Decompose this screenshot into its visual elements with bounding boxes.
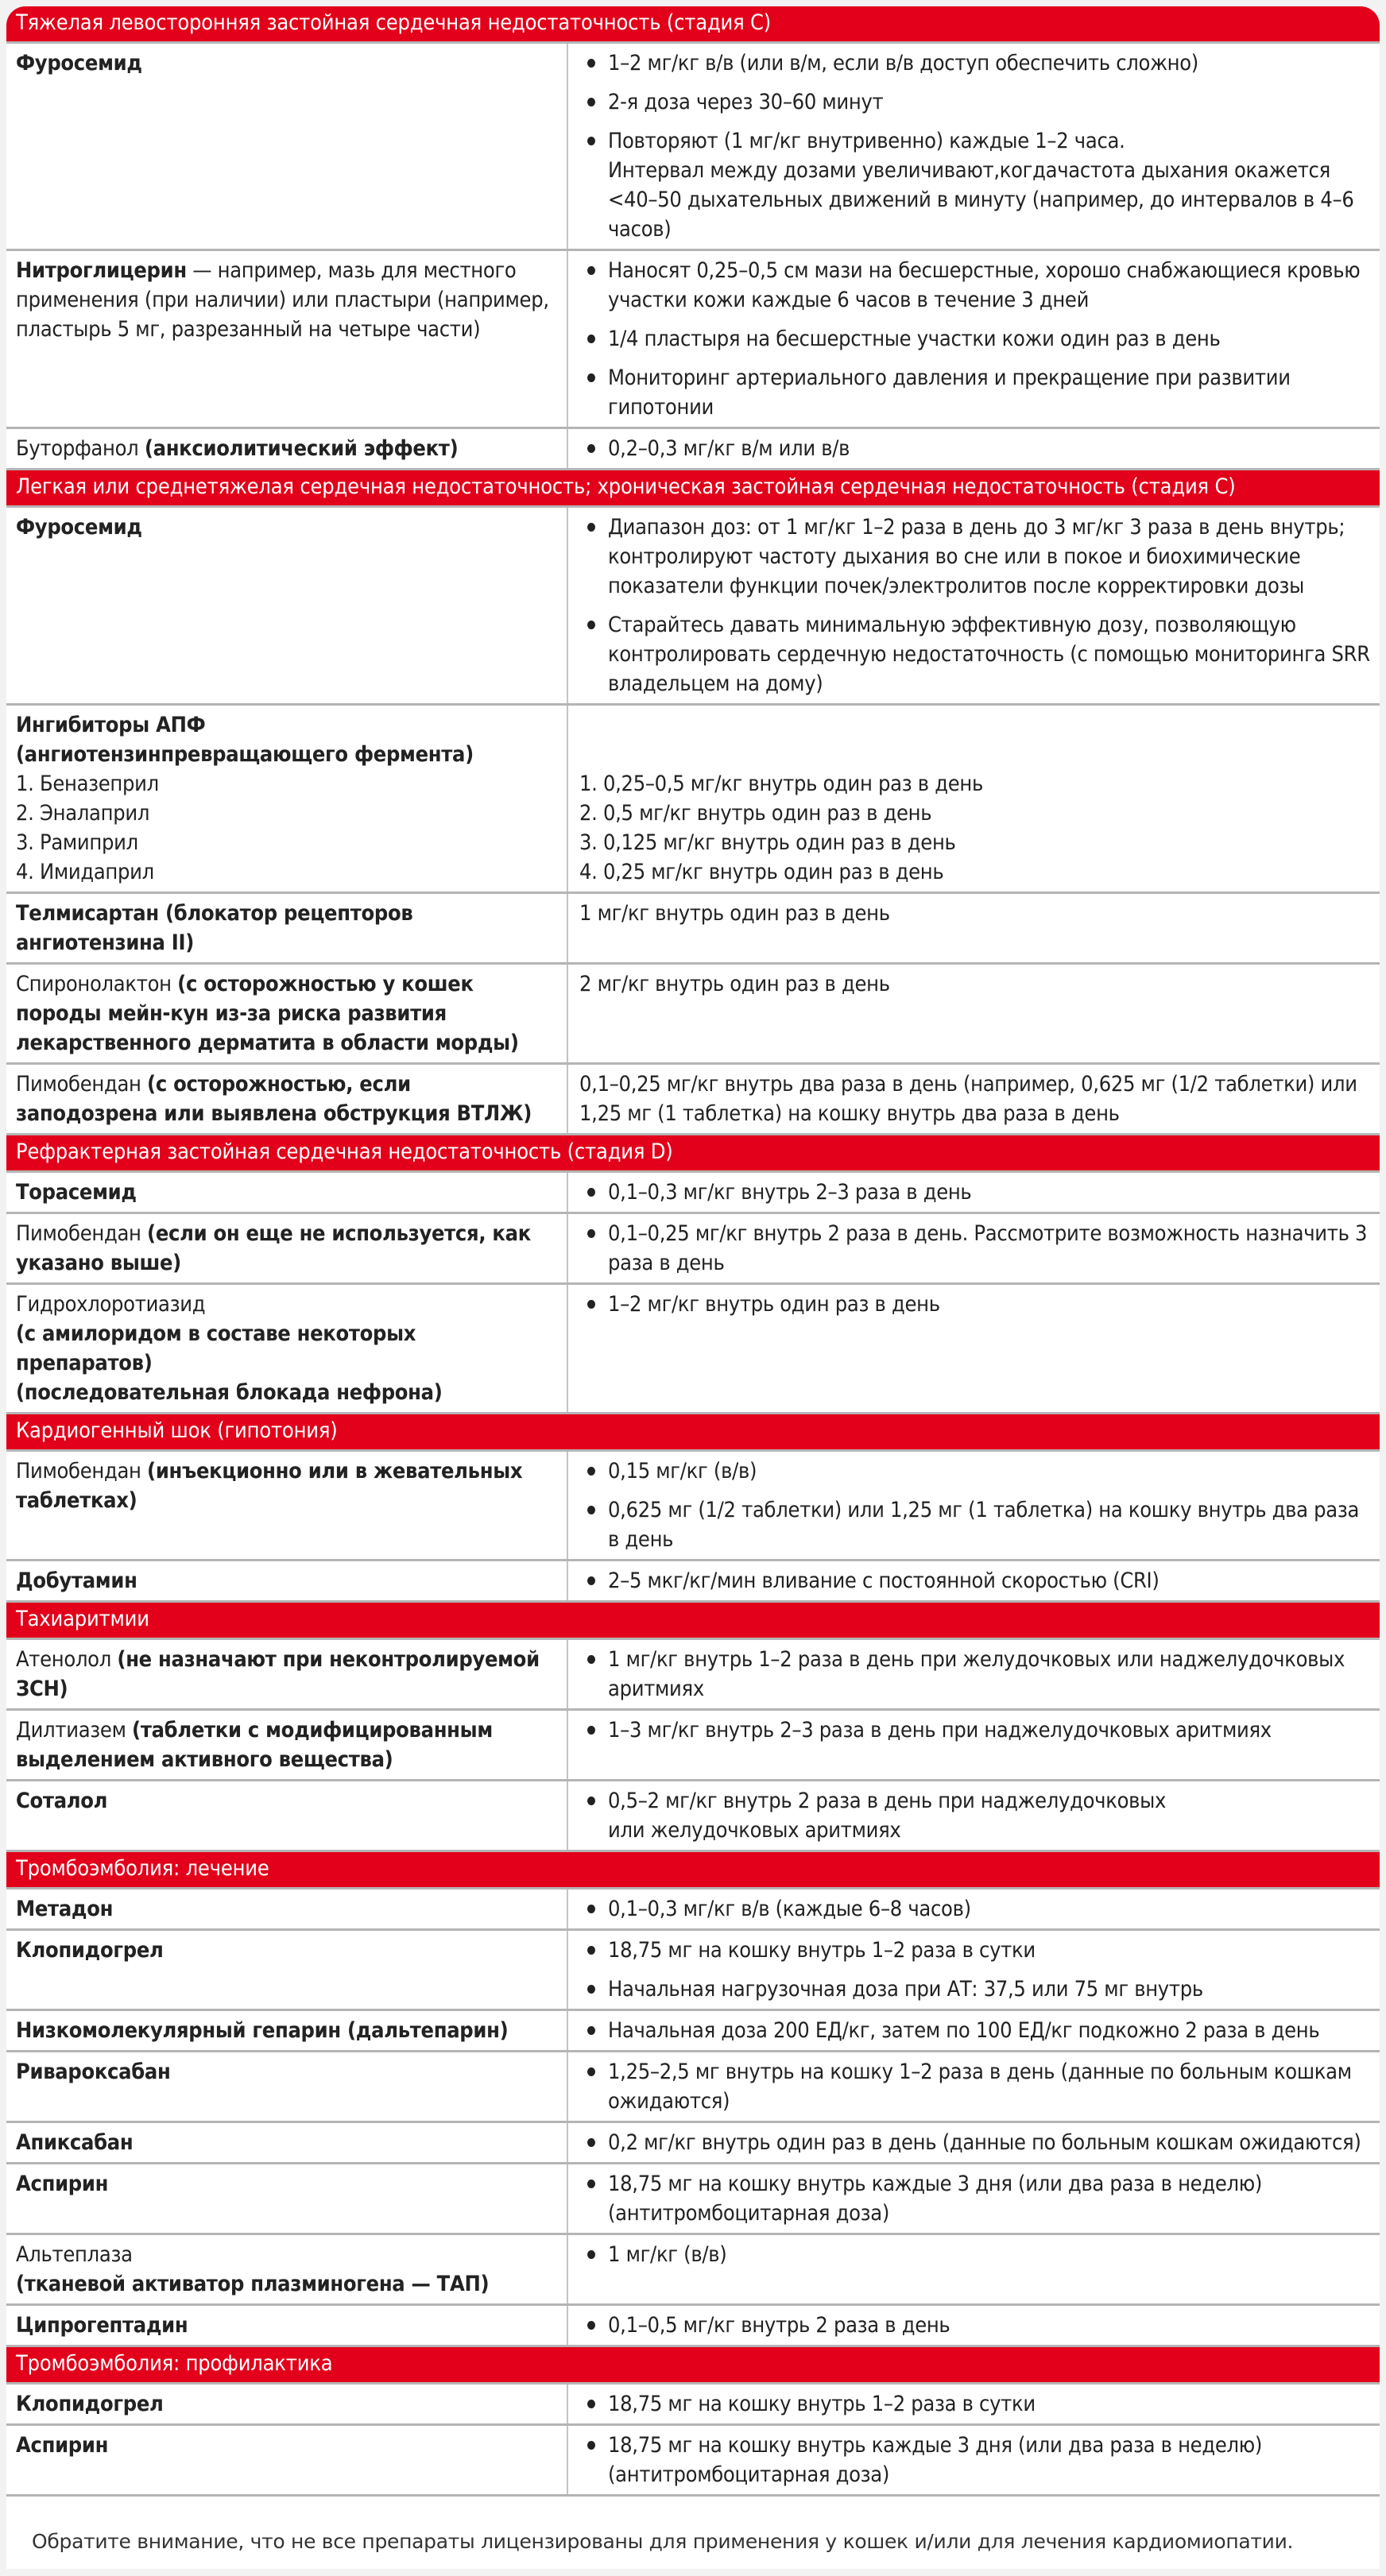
- section-header-row: [6, 1414, 1380, 1451]
- drug-name-bold-text: Ципрогептадин: [16, 2313, 188, 2338]
- drug-name-bold-text: (не назначают при неконтролируемой ЗСН): [16, 1647, 540, 1701]
- dosage-text: 2–5 мкг/кг/мин вливание с постоянной скоростью (CRI): [608, 1568, 1160, 1593]
- drug-name-cell: [6, 2052, 567, 2122]
- drug-row: [6, 428, 1380, 470]
- section-header-row: [6, 6, 1380, 43]
- dosage-cell: [567, 507, 1380, 705]
- drug-row: [6, 1561, 1380, 1602]
- dosage-list: [579, 2169, 1372, 2228]
- drug-name-text: Гидрохлоротиазид: [16, 1292, 206, 1317]
- drug-name-text: Буторфанол: [16, 436, 145, 461]
- drug-name-cell: [6, 2010, 567, 2052]
- drug-name-bold-text: Соталол: [16, 1789, 108, 1813]
- drug-name-cell: [6, 2164, 567, 2234]
- drug-row: [6, 1781, 1380, 1851]
- bullet-icon: [587, 1797, 595, 1805]
- drug-name-cell: [6, 1213, 567, 1284]
- drug-name-bold-text: Торасемид: [16, 1180, 137, 1205]
- dosage-text: Интервал между дозами увеличивают,когдачастота дыхания окажется <40–50 дыхательных движений в минуту (например, до интервалов в 4–6 часов): [608, 158, 1354, 242]
- drug-name-bold-text: Ингибиторы АПФ: [16, 713, 206, 737]
- drug-name-cell: [6, 2234, 567, 2305]
- drug-row: [6, 1930, 1380, 2010]
- dosage-text: 18,75 мг на кошку внутрь 1–2 раза в сутки: [608, 1938, 1036, 1963]
- drug-name-bold-text: Фуросемид: [16, 515, 142, 540]
- drug-name-line: [16, 2240, 557, 2269]
- drug-row: [6, 1172, 1380, 1213]
- dosage-cell: [567, 1781, 1380, 1851]
- drug-name-bold-text: Аспирин: [16, 2433, 109, 2458]
- dosage-cell: [567, 2305, 1380, 2346]
- dosage-list: [579, 434, 1372, 463]
- dosage-text: 0,5–2 мг/кг внутрь 2 раза в день при наджелудочковых: [608, 1789, 1167, 1813]
- drug-name-text: 3. Рамиприл: [16, 830, 138, 855]
- dosage-text: 18,75 мг на кошку внутрь каждые 3 дня (или два раза в неделю) (антитромбоцитарная доза): [608, 2433, 1263, 2487]
- dosage-list: [579, 1936, 1372, 2004]
- dosage-text: [579, 740, 1372, 769]
- dosage-text: 1 мг/кг (в/в): [608, 2242, 727, 2267]
- dosage-text: 1–2 мг/кг в/в (или в/м, если в/в доступ обеспечить сложно): [608, 51, 1198, 75]
- bullet-icon: [587, 1655, 595, 1664]
- dosage-cell: [567, 1213, 1380, 1284]
- drug-name-cell: [6, 705, 567, 893]
- dosage-cell: [567, 250, 1380, 428]
- drug-dosage-table: [6, 6, 1380, 2497]
- section-title: Легкая или среднетяжелая сердечная недостаточность; хроническая застойная сердечная недостаточность (стадия С): [6, 470, 1380, 507]
- drug-row: [6, 705, 1380, 893]
- dosage-item: [579, 87, 1372, 117]
- bullet-icon: [587, 2026, 595, 2035]
- drug-name-line: [16, 1378, 557, 1407]
- dosage-item: [579, 256, 1372, 315]
- bullet-icon: [587, 266, 595, 275]
- dosage-item: [579, 2311, 1372, 2340]
- dosage-item: [579, 610, 1372, 698]
- bullet-icon: [587, 1985, 595, 1994]
- drug-name-bold-text: (с осторожностью у кошек породы мейн-кун из-за риска развития лекарственного дерматита в области морды): [16, 972, 519, 1055]
- drug-name-text: Альтеплаза: [16, 2242, 133, 2267]
- dosage-cell: [567, 2425, 1380, 2496]
- dosage-text: 1 мг/кг внутрь 1–2 раза в день при желудочковых или наджелудочковых аритмиях: [608, 1647, 1345, 1701]
- dosage-text: 18,75 мг на кошку внутрь каждые 3 дня (или два раза в неделю) (антитромбоцитарная доза): [608, 2172, 1263, 2226]
- drug-name-cell: [6, 250, 567, 428]
- drug-dosage-card: [6, 6, 1380, 2569]
- section-header-row: [6, 1851, 1380, 1889]
- drug-name-bold-text: (анксиолитический эффект): [144, 436, 459, 461]
- dosage-item: [579, 1178, 1372, 1207]
- dosage-cell: [567, 1064, 1380, 1135]
- dosage-text: 0,1–0,3 мг/кг внутрь 2–3 раза в день: [608, 1180, 972, 1205]
- bullet-icon: [587, 1229, 595, 1238]
- drug-name-cell: [6, 43, 567, 250]
- dosage-list: [579, 256, 1372, 422]
- bullet-icon: [587, 2180, 595, 2188]
- dosage-item: [579, 2016, 1372, 2045]
- drug-name-text: Атенолол: [16, 1647, 118, 1672]
- dosage-item: [579, 48, 1372, 78]
- drug-name-cell: [6, 893, 567, 964]
- drug-name-bold-text: Добутамин: [16, 1568, 137, 1593]
- drug-name-bold-text: Клопидогрел: [16, 2392, 164, 2416]
- drug-name-text: 1. Беназеприл: [16, 772, 159, 796]
- drug-name-bold-text: Клопидогрел: [16, 1938, 164, 1963]
- drug-name-cell: [6, 1710, 567, 1781]
- drug-name-bold-text: (с амилоридом в составе некоторых препаратов): [16, 1321, 416, 1375]
- bullet-icon: [587, 2400, 595, 2408]
- drug-name-cell: [6, 1451, 567, 1561]
- dosage-text: 4. 0,25 мг/кг внутрь один раз в день: [579, 860, 944, 884]
- drug-name-text: Пимобендан: [16, 1072, 148, 1097]
- bullet-icon: [587, 137, 595, 145]
- drug-name-line: [16, 710, 557, 740]
- bullet-icon: [587, 1726, 595, 1735]
- dosage-item: [579, 512, 1372, 601]
- bullet-icon: [587, 98, 595, 106]
- drug-row: [6, 893, 1380, 964]
- dosage-item: [579, 1495, 1372, 1554]
- dosage-list: [579, 2389, 1372, 2419]
- drug-name-bold-text: (ангиотензинпревращающего фермента): [16, 742, 474, 767]
- dosage-cell: [567, 1172, 1380, 1213]
- dosage-text: 1,25–2,5 мг внутрь на кошку 1–2 раза в день (данные по больным кошкам ожидаются): [608, 2060, 1352, 2114]
- drug-name-text: — например, мазь для местного применения (при наличии) или пластыри (например, пластырь 5 мг, разрезанный на четыре части): [16, 258, 549, 342]
- drug-name-text: Спиронолактон: [16, 972, 178, 996]
- bullet-icon: [587, 1467, 595, 1476]
- section-header-row: [6, 470, 1380, 507]
- dosage-item: [579, 1715, 1372, 1745]
- dosage-item: [579, 1566, 1372, 1595]
- drug-row: [6, 1889, 1380, 1930]
- dosage-list: [579, 1715, 1372, 1745]
- drug-name-bold-text: Апиксабан: [16, 2130, 134, 2155]
- dosage-text: 0,15 мг/кг (в/в): [608, 1459, 757, 1483]
- dosage-text: 1–3 мг/кг внутрь 2–3 раза в день при наджелудочковых аритмиях: [608, 1718, 1272, 1742]
- drug-name-line: [16, 2269, 557, 2299]
- section-title: Тахиаритмии: [6, 1602, 1380, 1639]
- bullet-icon: [587, 523, 595, 532]
- dosage-list: [579, 1645, 1372, 1704]
- dosage-item: [579, 126, 1372, 244]
- drug-name-cell: [6, 1064, 567, 1135]
- dosage-list: [579, 48, 1372, 244]
- drug-name-bold-text: Фуросемид: [16, 51, 142, 75]
- dosage-text: или желудочковых аритмиях: [608, 1818, 901, 1843]
- dosage-text: 1–2 мг/кг внутрь один раз в день: [608, 1292, 940, 1317]
- dosage-text: 0,1–0,25 мг/кг внутрь 2 раза в день. Рассмотрите возможность назначить 3 раза в день: [608, 1221, 1368, 1275]
- bullet-icon: [587, 59, 595, 68]
- dosage-cell: [567, 1451, 1380, 1561]
- drug-name-bold-text: (инъекционно или в жевательных таблетках): [16, 1459, 523, 1513]
- dosage-text: Диапазон доз: от 1 мг/кг 1–2 раза в день до 3 мг/кг 3 раза в день внутрь; контролируют частоту дыхания во сне или в покое и биохимические показатели функции почек/электролитов после корректировки дозы: [608, 515, 1345, 598]
- dosage-item: [579, 1936, 1372, 1965]
- dosage-item: [579, 1975, 1372, 2004]
- drug-name-line: [16, 857, 557, 887]
- bullet-icon: [587, 1576, 595, 1585]
- drug-name-line: [16, 769, 557, 799]
- dosage-text: 1/4 пластыря на бесшерстные участки кожи один раз в день: [608, 327, 1221, 351]
- dosage-cell: [567, 43, 1380, 250]
- dosage-item: [579, 2240, 1372, 2269]
- bullet-icon: [587, 1905, 595, 1913]
- dosage-list: [579, 512, 1372, 698]
- dosage-item: [579, 1645, 1372, 1704]
- dosage-item: [579, 434, 1372, 463]
- drug-name-bold-text: (если он еще не используется, как указано выше): [16, 1221, 531, 1275]
- drug-row: [6, 2384, 1380, 2425]
- drug-name-cell: [6, 507, 567, 705]
- bullet-icon: [587, 2441, 595, 2450]
- dosage-item: [579, 1290, 1372, 1319]
- dosage-cell: [567, 893, 1380, 964]
- section-header-row: [6, 2346, 1380, 2384]
- drug-row: [6, 2234, 1380, 2305]
- dosage-cell: [567, 2164, 1380, 2234]
- dosage-list: [579, 2240, 1372, 2269]
- drug-name-cell: [6, 1889, 567, 1930]
- bullet-icon: [587, 373, 595, 382]
- bullet-icon: [587, 1300, 595, 1309]
- dosage-text: [579, 710, 1372, 740]
- footnote: Обратите внимание, что не все препараты лицензированы для применения у кошек и/или для лечения кардиомиопатии.: [32, 2530, 1294, 2553]
- drug-name-cell: [6, 1781, 567, 1851]
- drug-name-cell: [6, 428, 567, 470]
- drug-row: [6, 964, 1380, 1064]
- dosage-text: 0,2 мг/кг внутрь один раз в день (данные по больным кошкам ожидаются): [608, 2130, 1361, 2155]
- dosage-list: [579, 1566, 1372, 1595]
- bullet-icon: [587, 1188, 595, 1197]
- drug-name-text: 4. Имидаприл: [16, 860, 154, 884]
- dosage-cell: [567, 1284, 1380, 1414]
- drug-row: [6, 2425, 1380, 2496]
- dosage-text: Начальная нагрузочная доза при АТ: 37,5 или 75 мг внутрь: [608, 1977, 1203, 2002]
- dosage-list: [579, 1290, 1372, 1319]
- dosage-item: [579, 1894, 1372, 1924]
- dosage-text: Старайтесь давать минимальную эффективную дозу, позволяющую контролировать сердечную недостаточность (с помощью мониторинга SRR владельцем на дому): [608, 613, 1370, 696]
- drug-row: [6, 507, 1380, 705]
- dosage-item: [579, 2431, 1372, 2489]
- bullet-icon: [587, 621, 595, 629]
- drug-name-bold-text: Аспирин: [16, 2172, 109, 2196]
- drug-row: [6, 2164, 1380, 2234]
- dosage-cell: [567, 2052, 1380, 2122]
- drug-row: [6, 1639, 1380, 1710]
- dosage-cell: [567, 2010, 1380, 2052]
- dosage-list: [579, 2016, 1372, 2045]
- dosage-cell: [567, 1639, 1380, 1710]
- drug-name-bold-text: Телмисартан (блокатор рецепторов ангиотензина II): [16, 901, 413, 955]
- dosage-list: [579, 1219, 1372, 1278]
- dosage-cell: [567, 1710, 1380, 1781]
- dosage-item: [579, 2128, 1372, 2157]
- dosage-cell: [567, 2234, 1380, 2305]
- dosage-text: Наносят 0,25–0,5 см мази на бесшерстные, хорошо снабжающиеся кровью участки кожи каждые 6 часов в течение 3 дней: [608, 258, 1361, 312]
- dosage-list: [579, 2311, 1372, 2340]
- dosage-item: [579, 1786, 1372, 1845]
- drug-name-bold-text: Ривароксабан: [16, 2060, 171, 2084]
- drug-name-text: 2. Эналаприл: [16, 801, 150, 826]
- dosage-item: [579, 1456, 1372, 1486]
- dosage-item: [579, 2169, 1372, 2228]
- dosage-text: 1. 0,25–0,5 мг/кг внутрь один раз в день: [579, 772, 983, 796]
- drug-name-text: Пимобендан: [16, 1221, 148, 1246]
- dosage-cell: [567, 2384, 1380, 2425]
- dosage-list: [579, 1786, 1372, 1845]
- dosage-text: 0,1–0,5 мг/кг внутрь 2 раза в день: [608, 2313, 950, 2338]
- drug-name-bold-text: (тканевой активатор плазминогена — ТАП): [16, 2272, 490, 2296]
- drug-name-cell: [6, 1284, 567, 1414]
- drug-row: [6, 2052, 1380, 2122]
- dosage-text: Повторяют (1 мг/кг внутривенно) каждые 1–2 часа.: [608, 129, 1125, 153]
- drug-name-text: Дилтиазем: [16, 1718, 133, 1742]
- dosage-text: 1 мг/кг внутрь один раз в день: [579, 901, 890, 926]
- drug-name-line: [16, 799, 557, 828]
- dosage-text: 0,2–0,3 мг/кг в/м или в/в: [608, 436, 850, 461]
- drug-name-bold-text: (таблетки с модифицированным выделением активного вещества): [16, 1718, 493, 1772]
- drug-name-bold-text: Нитроглицерин: [16, 258, 187, 283]
- dosage-text: Мониторинг артериального давления и прекращение при развитии гипотонии: [608, 366, 1291, 420]
- section-header-row: [6, 1602, 1380, 1639]
- drug-name-cell: [6, 2122, 567, 2164]
- dosage-cell: [567, 1889, 1380, 1930]
- drug-name-text: Пимобендан: [16, 1459, 148, 1483]
- drug-name-line: [16, 1319, 557, 1378]
- drug-name-bold-text: (с осторожностью, если заподозрена или выявлена обструкция ВТЛЖ): [16, 1072, 532, 1126]
- dosage-item: [579, 2389, 1372, 2419]
- dosage-list: [579, 1178, 1372, 1207]
- dosage-list: [579, 1456, 1372, 1554]
- bullet-icon: [587, 2067, 595, 2076]
- dosage-text: 18,75 мг на кошку внутрь 1–2 раза в сутки: [608, 2392, 1036, 2416]
- dosage-text: 2-я доза через 30–60 минут: [608, 90, 884, 114]
- dosage-item: [579, 2057, 1372, 2116]
- dosage-cell: [567, 1561, 1380, 1602]
- drug-name-line: [16, 828, 557, 857]
- drug-row: [6, 250, 1380, 428]
- drug-name-cell: [6, 1930, 567, 2010]
- dosage-list: [579, 2057, 1372, 2116]
- dosage-list: [579, 2128, 1372, 2157]
- drug-name-bold-text: Низкомолекулярный гепарин (дальтепарин): [16, 2018, 509, 2043]
- drug-name-cell: [6, 1639, 567, 1710]
- drug-name-line: [16, 1290, 557, 1319]
- drug-name-bold-text: (последовательная блокада нефрона): [16, 1380, 443, 1405]
- dosage-cell: [567, 2122, 1380, 2164]
- table-body: [6, 6, 1380, 2496]
- bullet-icon: [587, 2321, 595, 2330]
- bullet-icon: [587, 1946, 595, 1955]
- drug-name-line: [16, 740, 557, 769]
- drug-row: [6, 1213, 1380, 1284]
- drug-name-cell: [6, 1172, 567, 1213]
- dosage-cell: [567, 705, 1380, 893]
- dosage-item: [579, 1219, 1372, 1278]
- drug-name-cell: [6, 2384, 567, 2425]
- drug-row: [6, 2305, 1380, 2346]
- drug-row: [6, 1451, 1380, 1561]
- drug-name-cell: [6, 2305, 567, 2346]
- dosage-item: [579, 363, 1372, 422]
- dosage-text: 0,625 мг (1/2 таблетки) или 1,25 мг (1 таблетка) на кошку внутрь два раза в день: [608, 1498, 1360, 1552]
- bullet-icon: [587, 2138, 595, 2147]
- drug-row: [6, 1284, 1380, 1414]
- dosage-cell: [567, 964, 1380, 1064]
- bullet-icon: [587, 1506, 595, 1514]
- drug-row: [6, 2010, 1380, 2052]
- section-title: Кардиогенный шок (гипотония): [6, 1414, 1380, 1451]
- section-title: Тяжелая левосторонняя застойная сердечная недостаточность (стадия С): [6, 6, 1380, 43]
- section-title: Тромбоэмболия: профилактика: [6, 2346, 1380, 2384]
- drug-row: [6, 43, 1380, 250]
- drug-name-cell: [6, 964, 567, 1064]
- drug-row: [6, 2122, 1380, 2164]
- drug-name-bold-text: Метадон: [16, 1897, 114, 1921]
- dosage-text: 2 мг/кг внутрь один раз в день: [579, 972, 890, 996]
- bullet-icon: [587, 335, 595, 343]
- bullet-icon: [587, 2250, 595, 2259]
- dosage-text: 0,1–0,25 мг/кг внутрь два раза в день (например, 0,625 мг (1/2 таблетки) или 1,25 мг (1 таблетка) на кошку внутрь два раза в день: [579, 1072, 1357, 1126]
- section-header-row: [6, 1135, 1380, 1172]
- dosage-text: 0,1–0,3 мг/кг в/в (каждые 6–8 часов): [608, 1897, 971, 1921]
- dosage-list: [579, 1894, 1372, 1924]
- drug-row: [6, 1064, 1380, 1135]
- bullet-icon: [587, 444, 595, 453]
- drug-name-cell: [6, 1561, 567, 1602]
- dosage-cell: [567, 428, 1380, 470]
- section-title: Тромбоэмболия: лечение: [6, 1851, 1380, 1889]
- dosage-text: 3. 0,125 мг/кг внутрь один раз в день: [579, 830, 956, 855]
- drug-name-cell: [6, 2425, 567, 2496]
- drug-row: [6, 1710, 1380, 1781]
- dosage-cell: [567, 1930, 1380, 2010]
- section-title: Рефрактерная застойная сердечная недостаточность (стадия D): [6, 1135, 1380, 1172]
- dosage-text: 2. 0,5 мг/кг внутрь один раз в день: [579, 801, 932, 826]
- dosage-list: [579, 2431, 1372, 2489]
- dosage-item: [579, 324, 1372, 354]
- dosage-text: Начальная доза 200 ЕД/кг, затем по 100 ЕД/кг подкожно 2 раза в день: [608, 2018, 1320, 2043]
